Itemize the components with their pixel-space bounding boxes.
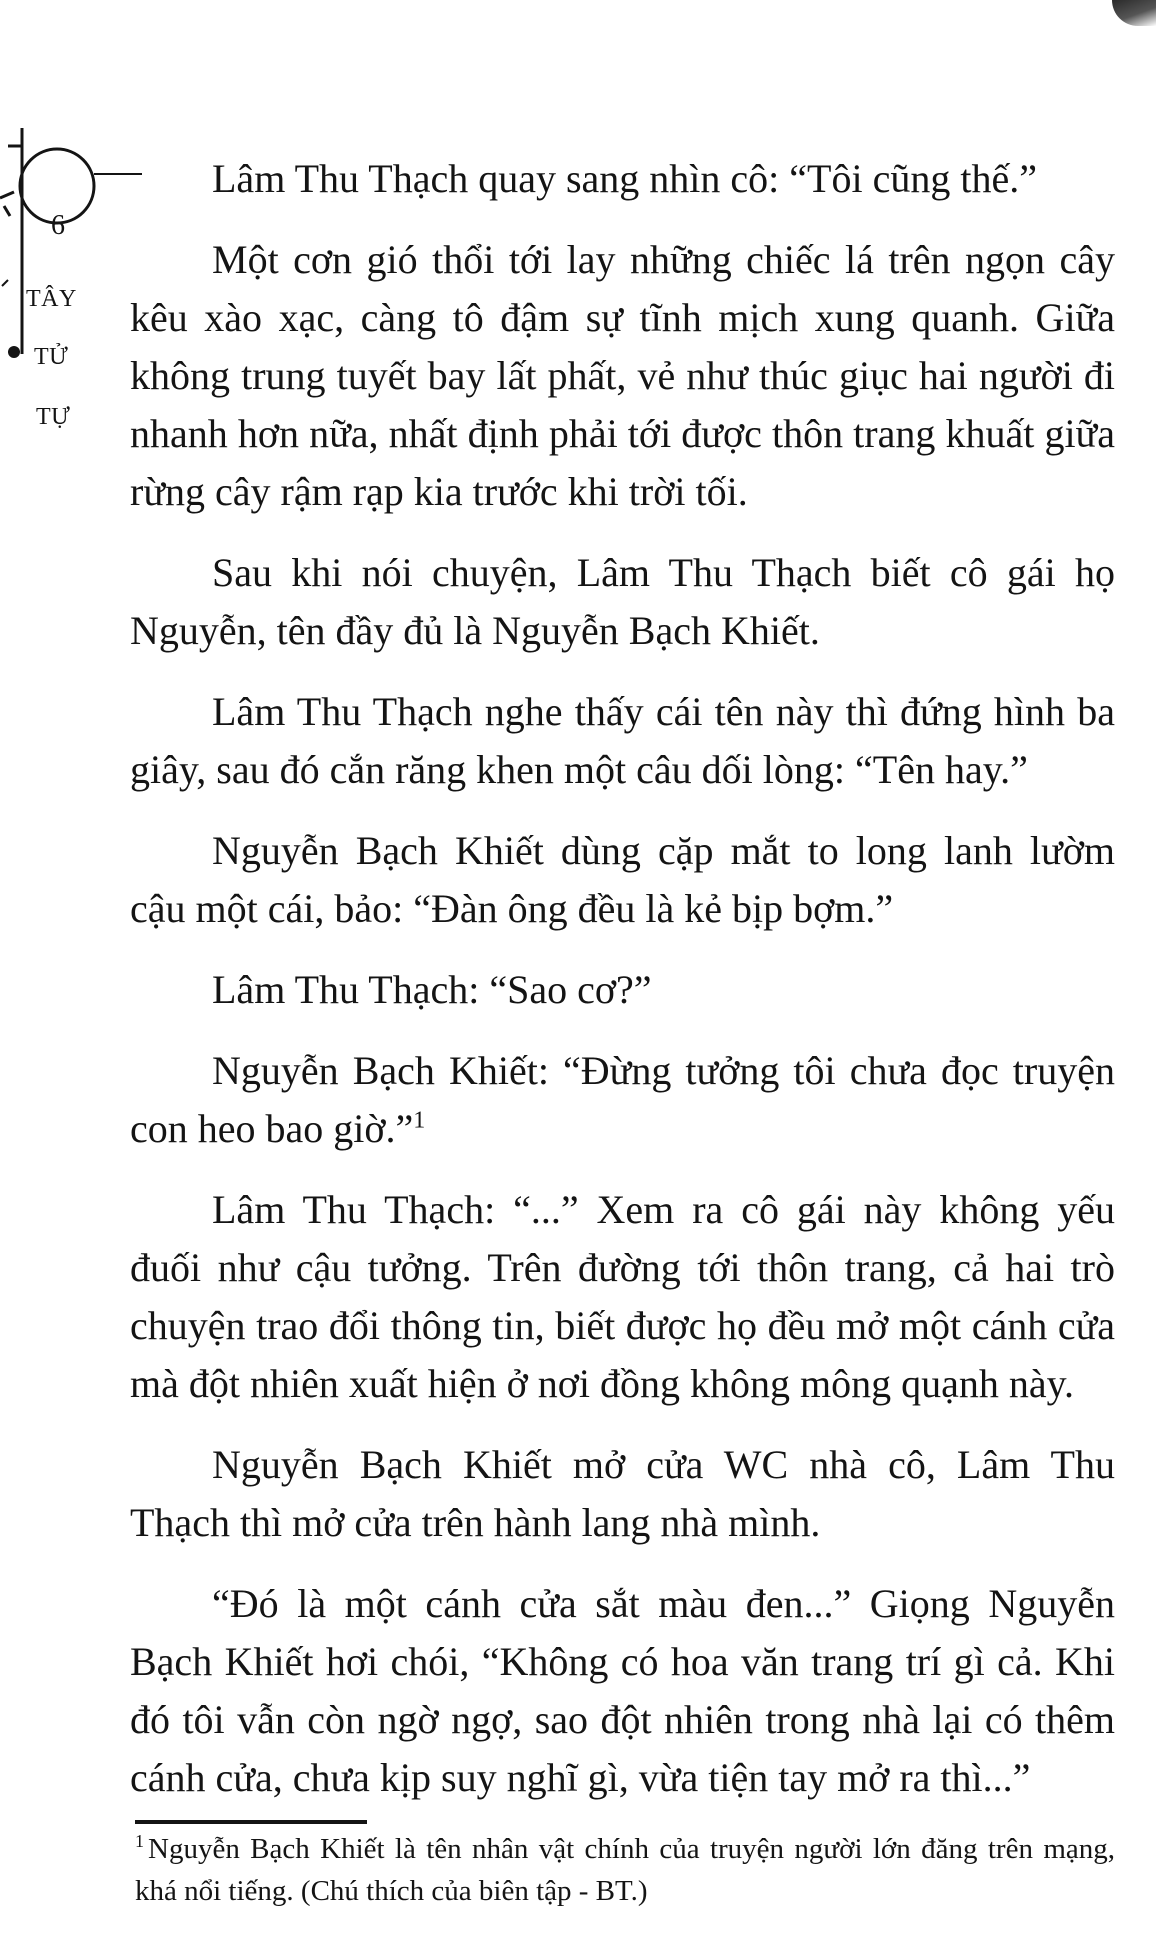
page-corner-mark bbox=[1112, 0, 1156, 26]
footnote-number: 1 bbox=[135, 1831, 144, 1852]
paragraph: Nguyễn Bạch Khiết mở cửa WC nhà cô, Lâm Thu Thạch thì mở cửa trên hành lang nhà mình. bbox=[130, 1442, 1115, 1545]
paragraph-with-footnote bbox=[130, 1042, 1115, 1158]
paragraph: Một cơn gió thổi tới lay những chiếc lá trên ngọn cây kêu xào xạc, càng tô đậm sự tĩnh mịch xung quanh. Giữa không trung tuyết bay lất phất, vẻ như thúc giục hai người đi nhanh hơn nữa, nhất định phải tới được thôn trang khuất giữa rừng cây rậm rạp kia trước khi trời tối. bbox=[130, 237, 1115, 514]
paragraph: Lâm Thu Thạch nghe thấy cái tên này thì đứng hình ba giây, sau đó cắn răng khen một câu dối lòng: “Tên hay.” bbox=[130, 689, 1115, 792]
book-title-char: TỰ bbox=[36, 404, 71, 430]
footnote-divider bbox=[135, 1820, 367, 1824]
paragraph: “Đó là một cánh cửa sắt màu đen...” Giọng Nguyễn Bạch Khiết hơi chói, “Không có hoa văn trang trí gì cả. Khi đó tôi vẫn còn ngờ ngợ, sao đột nhiên trong nhà lại có thêm cánh cửa, chưa kịp suy nghĩ gì, vừa tiện tay mở ra thì...” bbox=[130, 1581, 1115, 1800]
paragraph: Nguyễn Bạch Khiết dùng cặp mắt to long lanh lườm cậu một cái, bảo: “Đàn ông đều là kẻ bịp bợm.” bbox=[130, 828, 1115, 931]
paragraph: Lâm Thu Thạch: “...” Xem ra cô gái này không yếu đuối như cậu tưởng. Trên đường tới thôn trang, cả hai trò chuyện trao đổi thông tin, biết được họ đều mở một cánh cửa mà đột nhiên xuất hiện ở nơi đồng không mông quạnh này. bbox=[130, 1187, 1115, 1406]
footnote bbox=[135, 1828, 1115, 1912]
footnote-reference[interactable]: 1 bbox=[413, 1107, 426, 1134]
side-header-ornament bbox=[0, 128, 150, 458]
paragraph-text: Nguyễn Bạch Khiết: “Đừng tưởng tôi chưa đọc truyện con heo bao giờ.” bbox=[130, 1048, 1115, 1151]
footnote-text: Nguyễn Bạch Khiết là tên nhân vật chính của truyện người lớn đăng trên mạng, khá nổi tiếng. (Chú thích của biên tập - BT.) bbox=[135, 1833, 1115, 1907]
paragraph: Lâm Thu Thạch: “Sao cơ?” bbox=[212, 967, 652, 1012]
paragraph: Lâm Thu Thạch quay sang nhìn cô: “Tôi cũng thế.” bbox=[212, 156, 1037, 201]
page-number: 6 bbox=[51, 210, 65, 241]
paragraph: Sau khi nói chuyện, Lâm Thu Thạch biết cô gái họ Nguyễn, tên đầy đủ là Nguyễn Bạch Khiết. bbox=[130, 550, 1115, 653]
main-text bbox=[130, 150, 1115, 1830]
book-title-char: TÂY bbox=[26, 286, 77, 312]
book-title-char: TỬ bbox=[34, 344, 69, 370]
